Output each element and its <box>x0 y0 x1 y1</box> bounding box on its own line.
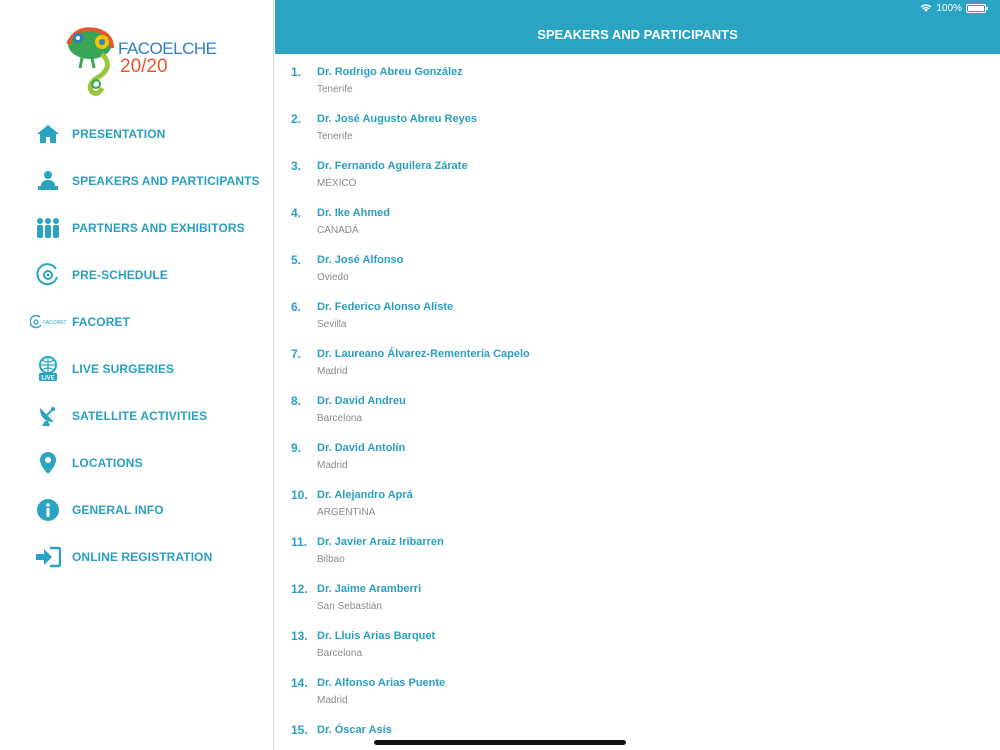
sidebar-item-label: FACORET <box>72 315 131 329</box>
list-item[interactable] <box>275 101 1000 147</box>
facoelche-logo <box>62 18 222 96</box>
item-number: 6. <box>291 300 302 314</box>
speaker-location: Oviedo <box>317 272 349 283</box>
list-item[interactable] <box>275 148 1000 194</box>
speaker-name: Dr. Alejandro Aprá <box>317 489 413 501</box>
home-icon <box>34 120 62 148</box>
list-item[interactable] <box>275 54 1000 100</box>
speaker-name: Dr. Lluis Arias Barquet <box>317 630 436 642</box>
people-icon <box>34 214 62 242</box>
speaker-name: Dr. Rodrigo Abreu González <box>317 66 463 78</box>
speaker-location: CANADÁ <box>317 225 359 236</box>
sidebar-item-label: SATELLITE ACTIVITIES <box>72 409 208 423</box>
status-bar <box>920 3 986 14</box>
list-item[interactable] <box>275 571 1000 617</box>
speaker-name: Dr. Laureano Álvarez-Rementería Capelo <box>317 348 530 360</box>
speaker-location: Barcelona <box>317 413 363 424</box>
sidebar-item-label: PARTNERS AND EXHIBITORS <box>72 221 245 235</box>
satellite-dish-icon <box>34 402 62 430</box>
battery-percent: 100% <box>936 3 962 14</box>
sidebar-item-partners[interactable] <box>0 206 274 250</box>
speaker-name: Dr. Federico Alonso Aliste <box>317 301 454 313</box>
speaker-name: Dr. Javier Araiz Iribarren <box>317 536 444 548</box>
sidebar-item-pre-schedule[interactable] <box>0 253 274 297</box>
list-item[interactable] <box>275 618 1000 664</box>
logo-year: 20/20 <box>120 56 168 77</box>
item-number: 8. <box>291 394 302 408</box>
chameleon-logo-icon <box>62 18 122 96</box>
speaker-location: Madrid <box>317 695 348 706</box>
list-item[interactable] <box>275 242 1000 288</box>
list-item[interactable] <box>275 665 1000 711</box>
speaker-name: Dr. Jaime Aramberri <box>317 583 422 595</box>
speaker-location: San Sebastián <box>317 601 383 612</box>
speaker-location: Madrid <box>317 460 348 471</box>
sidebar-item-speakers[interactable] <box>0 159 274 203</box>
list-item[interactable] <box>275 195 1000 241</box>
item-number: 10. <box>291 488 308 502</box>
sidebar-item-presentation[interactable] <box>0 112 274 156</box>
item-number: 13. <box>291 629 308 643</box>
speaker-location: Barcelona <box>317 648 363 659</box>
speaker-location: Bilbao <box>317 554 345 565</box>
list-item[interactable] <box>275 524 1000 570</box>
speaker-name: Dr. José Augusto Abreu Reyes <box>317 113 477 125</box>
sidebar-item-label: PRE-SCHEDULE <box>72 268 168 282</box>
speaker-name: Dr. Óscar Asís <box>317 724 392 736</box>
item-number: 9. <box>291 441 302 455</box>
svg-text:FACORET: FACORET <box>43 320 67 326</box>
home-indicator[interactable] <box>374 740 626 745</box>
battery-icon <box>966 4 986 13</box>
sidebar-item-general-info[interactable] <box>0 488 274 532</box>
item-number: 7. <box>291 347 302 361</box>
sidebar-item-label: PRESENTATION <box>72 127 166 141</box>
sidebar-item-online-registration[interactable] <box>0 535 274 579</box>
item-number: 15. <box>291 723 308 737</box>
sidebar-item-facoret[interactable] <box>0 300 274 344</box>
sidebar-item-label: GENERAL INFO <box>72 503 164 517</box>
sidebar-item-label: LIVE SURGERIES <box>72 362 175 376</box>
speaker-name: Dr. David Antolín <box>317 442 406 454</box>
speaker-location: Sevilla <box>317 319 347 330</box>
logo-text: FACOELCHE <box>118 39 217 58</box>
speaker-name: Dr. Fernando Aguilera Zárate <box>317 160 468 172</box>
sidebar-item-satellite-activities[interactable] <box>0 394 274 438</box>
speaker-name: Dr. José Alfonso <box>317 254 404 266</box>
speaker-location: ARGENTINA <box>317 507 376 518</box>
page-title: SPEAKERS AND PARTICIPANTS <box>537 27 738 42</box>
speaker-name: Dr. Ike Ahmed <box>317 207 390 219</box>
sidebar-item-label: ONLINE REGISTRATION <box>72 550 213 564</box>
item-number: 3. <box>291 159 302 173</box>
speaker-location: Tenerife <box>317 131 353 142</box>
speaker-icon <box>34 167 62 195</box>
schedule-icon <box>34 261 62 289</box>
svg-text:LIVE: LIVE <box>41 375 55 382</box>
item-number: 5. <box>291 253 302 267</box>
sidebar-item-live-surgeries[interactable] <box>0 347 274 391</box>
item-number: 2. <box>291 112 302 126</box>
sidebar-item-label: LOCATIONS <box>72 456 143 470</box>
sidebar <box>0 0 274 750</box>
speaker-location: Madrid <box>317 366 348 377</box>
list-item[interactable] <box>275 430 1000 476</box>
header-bar <box>275 0 1000 54</box>
live-globe-icon <box>34 355 62 383</box>
sidebar-item-label: SPEAKERS AND PARTICIPANTS <box>72 174 260 188</box>
sidebar-item-locations[interactable] <box>0 441 274 485</box>
list-item[interactable] <box>275 477 1000 523</box>
list-item[interactable] <box>275 383 1000 429</box>
list-item[interactable] <box>275 289 1000 335</box>
item-number: 14. <box>291 676 308 690</box>
speaker-name: Dr. David Andreu <box>317 395 406 407</box>
speaker-location: Tenerife <box>317 84 353 95</box>
location-pin-icon <box>34 449 62 477</box>
speaker-name: Dr. Alfonso Arias Puente <box>317 677 446 689</box>
list-item[interactable] <box>275 336 1000 382</box>
item-number: 11. <box>291 535 308 549</box>
speakers-list <box>275 54 1000 750</box>
item-number: 1. <box>291 65 302 79</box>
info-icon <box>34 496 62 524</box>
sign-in-icon <box>34 543 62 571</box>
speaker-location: MÉXICO <box>317 178 357 189</box>
wifi-icon <box>920 4 932 13</box>
facoret-logo-icon <box>30 308 70 336</box>
item-number: 4. <box>291 206 302 220</box>
item-number: 12. <box>291 582 308 596</box>
